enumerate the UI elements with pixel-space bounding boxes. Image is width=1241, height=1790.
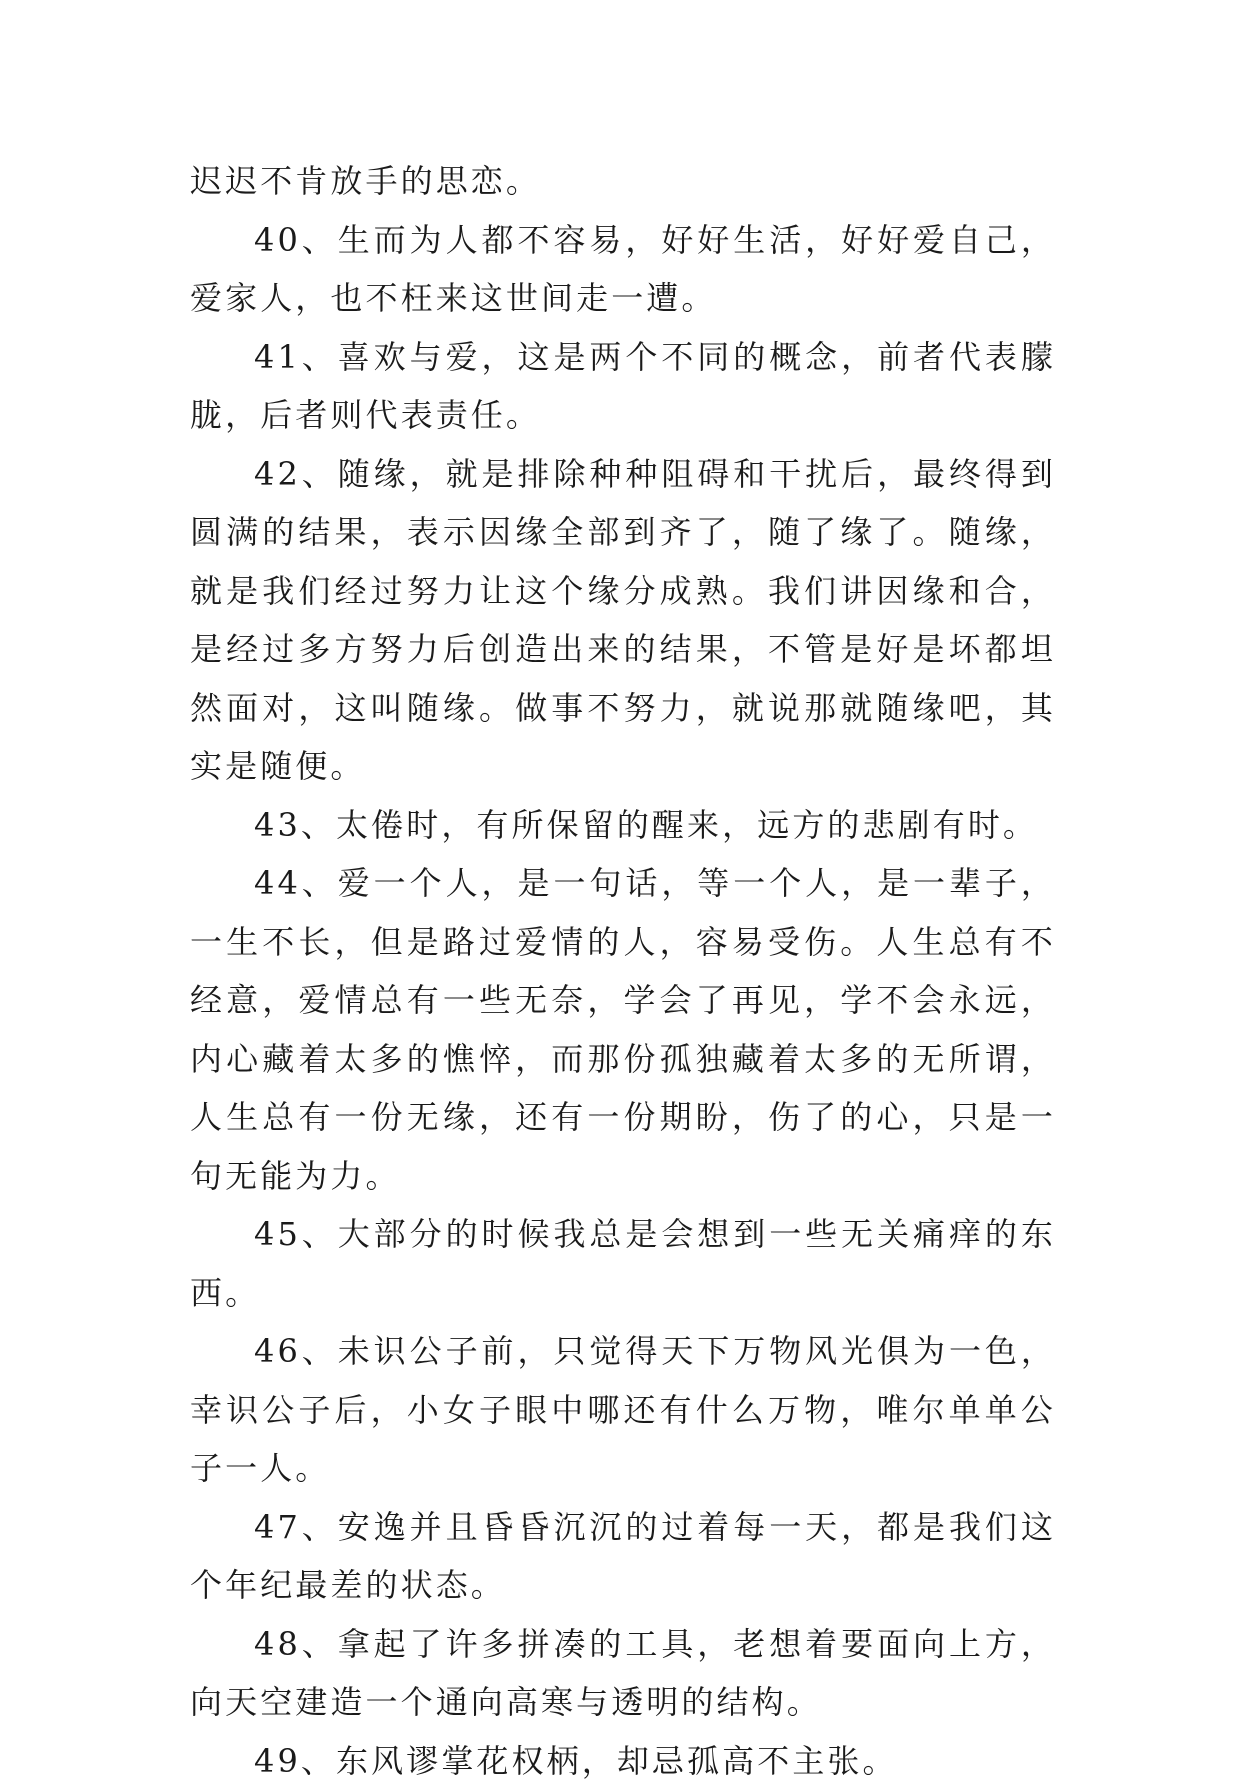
paragraph-48: 48、拿起了许多拼凑的工具，老想着要面向上方，向天空建造一个通向高寒与透明的结构。	[190, 1615, 1056, 1732]
paragraph-44: 44、爱一个人，是一句话，等一个人，是一辈子，一生不长，但是路过爱情的人，容易受伤。人生总有不经意，爱情总有一些无奈，学会了再见，学不会永远，内心藏着太多的憔悴，而那份孤独藏着太多的无所谓，人生总有一份无缘，还有一份期盼，伤了的心，只是一句无能为力。	[190, 854, 1056, 1205]
paragraph-42: 42、随缘，就是排除种种阻碍和干扰后，最终得到圆满的结果，表示因缘全部到齐了，随了缘了。随缘，就是我们经过努力让这个缘分成熟。我们讲因缘和合，是经过多方努力后创造出来的结果，不管是好是坏都坦然面对，这叫随缘。做事不努力，就说那就随缘吧，其实是随便。	[190, 445, 1056, 796]
paragraph-46: 46、未识公子前，只觉得天下万物风光俱为一色，幸识公子后，小女子眼中哪还有什么万物，唯尔单单公子一人。	[190, 1322, 1056, 1498]
paragraph-45: 45、大部分的时候我总是会想到一些无关痛痒的东西。	[190, 1205, 1056, 1322]
paragraph-47: 47、安逸并且昏昏沉沉的过着每一天，都是我们这个年纪最差的状态。	[190, 1498, 1056, 1615]
paragraph-43: 43、太倦时，有所保留的醒来，远方的悲剧有时。	[190, 796, 1056, 855]
paragraph-49: 49、东风谬掌花权柄，却忌孤高不主张。	[190, 1732, 1056, 1790]
paragraph-continuation: 迟迟不肯放手的思恋。	[190, 152, 1056, 211]
paragraph-40: 40、生而为人都不容易，好好生活，好好爱自己，爱家人，也不枉来这世间走一遭。	[190, 211, 1056, 328]
document-body	[190, 152, 1056, 1790]
paragraph-41: 41、喜欢与爱，这是两个不同的概念，前者代表朦胧，后者则代表责任。	[190, 328, 1056, 445]
